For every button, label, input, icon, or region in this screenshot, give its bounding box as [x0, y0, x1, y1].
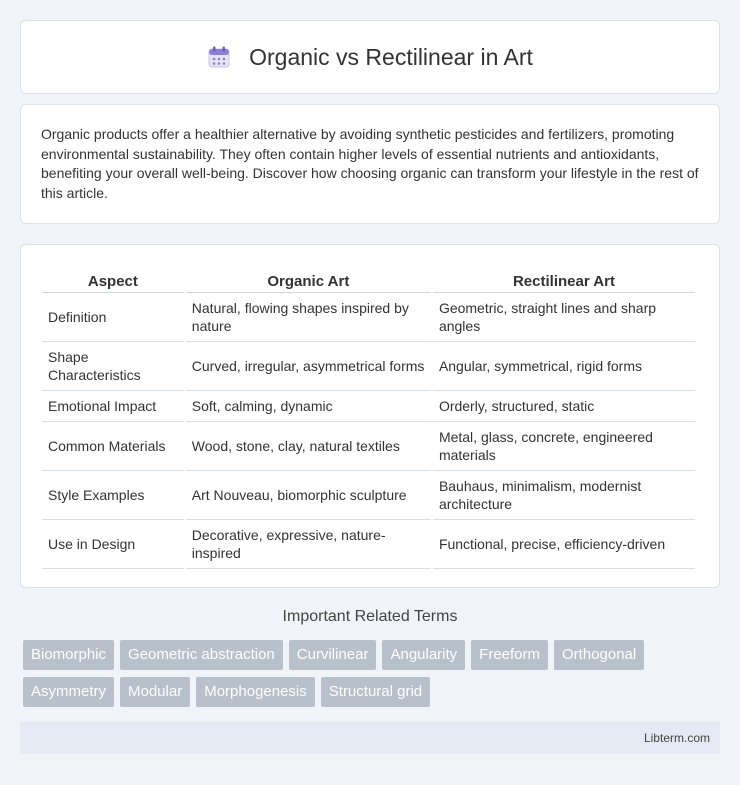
table-cell: Curved, irregular, asymmetrical forms	[186, 342, 431, 391]
comparison-table-card	[20, 244, 720, 588]
comparison-table	[40, 265, 697, 569]
tag-geometric-abstraction[interactable]: Geometric abstraction	[120, 640, 283, 670]
table-cell: Shape Characteristics	[42, 342, 184, 391]
table-cell: Soft, calming, dynamic	[186, 391, 431, 422]
table-cell: Art Nouveau, biomorphic sculpture	[186, 471, 431, 520]
intro-card	[20, 104, 720, 224]
table-cell: Geometric, straight lines and sharp angles	[433, 293, 695, 342]
table-row	[42, 422, 695, 471]
table-row	[42, 342, 695, 391]
table-cell: Wood, stone, clay, natural textiles	[186, 422, 431, 471]
table-cell: Decorative, expressive, nature-inspired	[186, 520, 431, 569]
table-cell: Functional, precise, efficiency-driven	[433, 520, 695, 569]
table-row	[42, 471, 695, 520]
tag-curvilinear[interactable]: Curvilinear	[289, 640, 377, 670]
table-cell: Use in Design	[42, 520, 184, 569]
column-header-aspect: Aspect	[42, 265, 184, 293]
tag-freeform[interactable]: Freeform	[471, 640, 548, 670]
intro-text: Organic products offer a healthier alternative by avoiding synthetic pesticides and fertilizers, promoting environmental sustainability. They often contain higher levels of essential nutrients and antioxidants, benefiting your overall well-being. Discover how choosing organic can transform your lifestyle in the rest of this article.	[41, 126, 699, 201]
table-cell: Definition	[42, 293, 184, 342]
tag-biomorphic[interactable]: Biomorphic	[23, 640, 114, 670]
footer	[20, 722, 720, 754]
table-cell: Metal, glass, concrete, engineered materials	[433, 422, 695, 471]
tag-modular[interactable]: Modular	[120, 677, 190, 707]
table-cell: Orderly, structured, static	[433, 391, 695, 422]
table-row	[42, 391, 695, 422]
table-row	[42, 293, 695, 342]
tag-asymmetry[interactable]: Asymmetry	[23, 677, 114, 707]
related-terms-list	[23, 640, 723, 707]
table-row	[42, 520, 695, 569]
tag-structural-grid[interactable]: Structural grid	[321, 677, 430, 707]
tag-orthogonal[interactable]: Orthogonal	[554, 640, 644, 670]
table-cell: Natural, flowing shapes inspired by nature	[186, 293, 431, 342]
tag-angularity[interactable]: Angularity	[382, 640, 465, 670]
calendar-icon	[207, 45, 231, 69]
table-cell: Emotional Impact	[42, 391, 184, 422]
table-cell: Angular, symmetrical, rigid forms	[433, 342, 695, 391]
footer-link[interactable]: Libterm.com	[643, 731, 710, 745]
table-cell: Bauhaus, minimalism, modernist architecture	[433, 471, 695, 520]
tag-morphogenesis[interactable]: Morphogenesis	[196, 677, 315, 707]
related-terms-title: Important Related Terms	[282, 608, 458, 625]
table-cell: Style Examples	[42, 471, 184, 520]
page-title: Organic vs Rectilinear in Art	[249, 43, 533, 70]
column-header-rectilinear: Rectilinear Art	[433, 265, 695, 293]
table-cell: Common Materials	[42, 422, 184, 471]
header-card	[20, 20, 720, 94]
column-header-organic: Organic Art	[186, 265, 431, 293]
